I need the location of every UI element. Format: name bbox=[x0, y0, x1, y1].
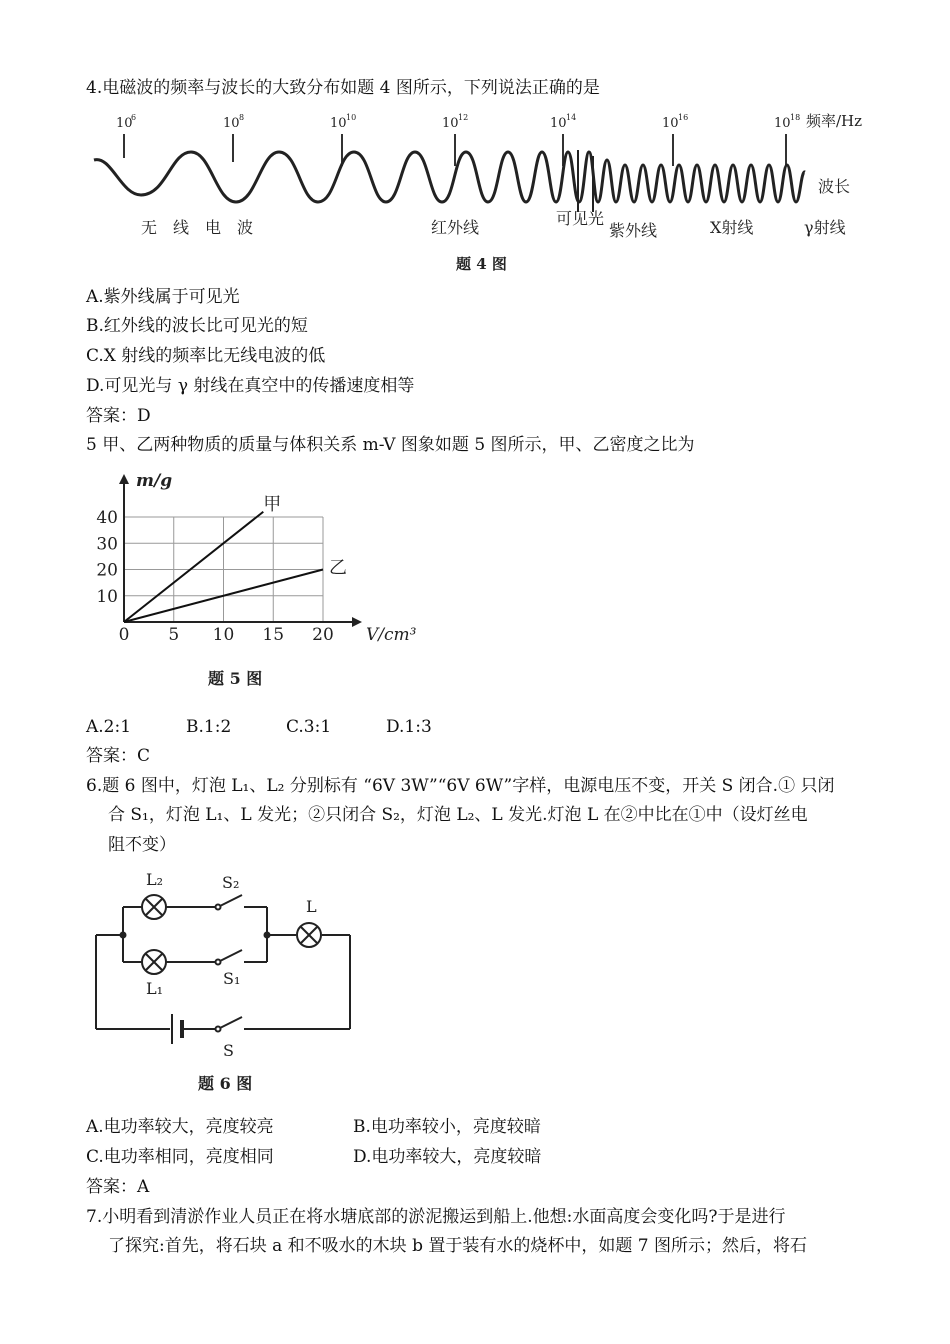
lamp-l2 bbox=[142, 895, 166, 919]
band-gamma: γ射线 bbox=[804, 218, 846, 237]
y-tick-label-20: 20 bbox=[96, 560, 118, 581]
svg-text:12: 12 bbox=[458, 113, 469, 122]
q6-option-c: C.电功率相同，亮度相同 bbox=[86, 1147, 274, 1167]
svg-text:18: 18 bbox=[790, 113, 801, 122]
y-tick-label-40: 40 bbox=[96, 508, 118, 528]
x-tick-label-10: 10 bbox=[212, 625, 235, 645]
em-spectrum-diagram bbox=[86, 100, 886, 280]
q5-figure bbox=[86, 462, 426, 702]
switch-s bbox=[216, 1017, 243, 1032]
x-axis-label: V/cm³ bbox=[366, 625, 417, 645]
x-tick-label-5: 5 bbox=[168, 625, 180, 645]
freq-tick-18 bbox=[774, 113, 800, 166]
freq-unit-label: 频率/Hz bbox=[806, 112, 863, 130]
q5-option-d: D.1:3 bbox=[386, 717, 432, 737]
chart-series bbox=[124, 494, 347, 622]
q5-stem: 5 甲、乙两种物质的质量与体积关系 m-V 图象如题 5 图所示，甲、乙密度之比为 bbox=[86, 435, 695, 455]
freq-tick-12 bbox=[442, 113, 468, 166]
svg-text:8: 8 bbox=[239, 113, 245, 122]
q6-option-d: D.电功率较大，亮度较暗 bbox=[353, 1147, 542, 1167]
x-tick-label-20: 20 bbox=[312, 625, 334, 645]
chart-axes bbox=[119, 474, 362, 627]
q7-line2: 了探究:首先，将石块 a 和不吸水的木块 b 置于装有水的烧杯中，如题 7 图所示；然后，将石 bbox=[108, 1236, 807, 1256]
q6-stem-line3: 阻不变） bbox=[108, 835, 176, 855]
chart-caption: 题 5 图 bbox=[208, 669, 263, 688]
q4-figure bbox=[86, 100, 886, 280]
svg-text:10: 10 bbox=[442, 116, 459, 131]
x-tick-label-0: 0 bbox=[118, 625, 130, 645]
freq-tick-8 bbox=[223, 113, 244, 162]
q4-option-a: A.紫外线属于可见光 bbox=[86, 287, 240, 307]
q6-stem-line1: 6.题 6 图中，灯泡 L₁、L₂ 分别标有 “6V 3W”“6V 6W”字样，电源电压不变，开关 S 闭合.① 只闭 bbox=[86, 776, 835, 796]
x-axis-arrow bbox=[352, 617, 362, 627]
svg-text:10: 10 bbox=[774, 116, 791, 131]
svg-text:10: 10 bbox=[662, 116, 679, 131]
freq-tick-6 bbox=[116, 113, 136, 158]
q5-option-a: A.2:1 bbox=[86, 717, 132, 737]
lamp-l bbox=[297, 923, 321, 947]
lamp-l1 bbox=[142, 950, 166, 974]
y-axis-arrow bbox=[119, 474, 129, 484]
svg-text:10: 10 bbox=[330, 116, 347, 131]
series-line-1 bbox=[124, 512, 263, 622]
switch-s1 bbox=[216, 950, 243, 965]
freq-tick-10 bbox=[330, 113, 356, 166]
q4-answer: 答案：D bbox=[86, 406, 151, 426]
switch-s2 bbox=[216, 895, 243, 910]
q5-option-c: C.3:1 bbox=[286, 717, 332, 737]
circuit-diagram bbox=[86, 862, 386, 1102]
series-label-1: 甲 bbox=[263, 493, 282, 515]
q6-figure bbox=[86, 862, 386, 1102]
y-tick-label-10: 10 bbox=[96, 586, 118, 607]
q5-option-b: B.1:2 bbox=[186, 717, 232, 737]
series-label-2: 乙 bbox=[329, 557, 347, 579]
svg-text:10: 10 bbox=[116, 116, 133, 131]
q4-option-c: C.X 射线的频率比无线电波的低 bbox=[86, 346, 326, 366]
x-tick-label-15: 15 bbox=[262, 625, 285, 645]
q6-option-b: B.电功率较小，亮度较暗 bbox=[353, 1117, 541, 1137]
band-visible: 可见光 bbox=[556, 209, 605, 228]
y-tick-label-30: 30 bbox=[96, 534, 118, 555]
q4-option-d: D.可见光与 γ 射线在真空中的传播速度相等 bbox=[86, 376, 415, 396]
wave-curve bbox=[94, 152, 805, 202]
label-l1: L₁ bbox=[146, 979, 164, 998]
q4-caption: 题 4 图 bbox=[456, 255, 507, 273]
junction-dots bbox=[120, 932, 271, 939]
q7-line1: 7.小明看到清淤作业人员正在将水塘底部的淤泥搬运到船上.他想:水面高度会变化吗?于是进行 bbox=[86, 1207, 786, 1227]
band-radio: 无 线 电 波 bbox=[141, 218, 254, 237]
band-infrared: 红外线 bbox=[431, 218, 480, 237]
mv-chart bbox=[86, 462, 426, 702]
chart-grid bbox=[124, 517, 323, 622]
q5-answer: 答案：C bbox=[86, 746, 151, 766]
label-s1: S₁ bbox=[223, 969, 241, 988]
svg-text:16: 16 bbox=[678, 113, 689, 122]
svg-text:6: 6 bbox=[131, 113, 137, 122]
q4-stem: 4.电磁波的频率与波长的大致分布如题 4 图所示，下列说法正确的是 bbox=[86, 78, 600, 98]
label-l: L bbox=[306, 897, 317, 916]
frequency-ticks bbox=[116, 113, 800, 166]
q4-option-b: B.红外线的波长比可见光的短 bbox=[86, 316, 308, 336]
battery bbox=[172, 1014, 182, 1044]
band-xray: X射线 bbox=[710, 218, 754, 237]
label-l2: L₂ bbox=[146, 870, 164, 889]
q6-option-a: A.电功率较大，亮度较亮 bbox=[86, 1117, 274, 1137]
q6-caption: 题 6 图 bbox=[198, 1074, 253, 1093]
svg-text:14: 14 bbox=[566, 113, 577, 122]
label-s2: S₂ bbox=[222, 873, 240, 892]
wavelength-label: 波长 bbox=[818, 177, 851, 196]
svg-text:10: 10 bbox=[550, 116, 567, 131]
q6-stem-line2: 合 S₁，灯泡 L₁、L 发光；②只闭合 S₂，灯泡 L₂、L 发光.灯泡 L 在②中比在①中（设灯丝电 bbox=[108, 805, 808, 825]
label-s: S bbox=[223, 1041, 234, 1060]
freq-tick-16 bbox=[662, 113, 688, 166]
band-ultraviolet: 紫外线 bbox=[609, 221, 658, 240]
svg-text:10: 10 bbox=[223, 116, 240, 131]
svg-text:10: 10 bbox=[346, 113, 357, 122]
y-axis-label: m/g bbox=[136, 471, 173, 491]
q6-answer: 答案：A bbox=[86, 1177, 150, 1197]
